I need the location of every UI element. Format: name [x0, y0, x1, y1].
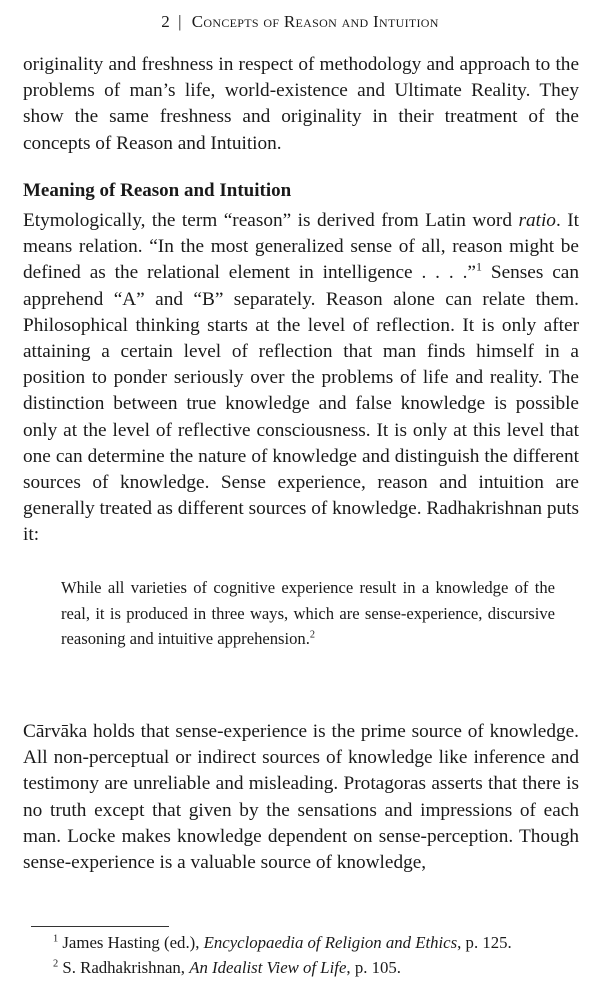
paragraph-text: Cārvāka holds that sense-experience is the prime source of knowledge. All non-perceptual or indirect sources of knowledge like inference and testimony are unreliable and misleading. Protagoras asserts that there is no truth except that given by the sensations and impressions of each man. Locke makes knowledge dependent on sense-perception. Though sense-experience is a valuable source of knowledge,: [23, 721, 579, 874]
paragraph-reason: [23, 208, 579, 549]
footnote-text: James Hasting (ed.),: [62, 933, 204, 952]
running-title: Concepts of Reason and Intuition: [191, 12, 439, 31]
footnotes: [53, 930, 583, 980]
header-separator: |: [178, 12, 182, 31]
block-quotation: [61, 575, 555, 652]
footnote-item: [53, 930, 583, 955]
paragraph-intro: [23, 52, 579, 157]
text-run: Senses can apprehend “A” and “B” separately. Reason alone can relate them. Philosophical thinking starts at the level of reflection. It is only after attaining a certain level of reflection that man finds himself in a position to ponder seriously over the problems of life and reality. The distinction between true knowledge and false knowledge is possible only at the level of reflective consciousness. It is only at this level that one can determine the nature of knowledge and distinguish the different sources of knowledge. Sense experience, reason and intuition are generally treated as different sources of knowledge. Radhakrishnan puts it:: [23, 262, 579, 546]
paragraph-carvaka: [23, 719, 579, 876]
paragraph-text: [23, 208, 579, 549]
footnote-marker: 2: [309, 629, 315, 641]
text-run: Etymologically, the term “reason” is derived from Latin word: [23, 210, 512, 231]
footnote-title: Encyclopaedia of Religion and Ethics: [203, 933, 458, 952]
quotation-text: While all varieties of cognitive experience result in a knowledge of the real, it is produced in three ways, which are sense-experience, discursive reasoning and intuitive apprehension.: [61, 578, 555, 649]
footnote-title: An Idealist View of Life: [189, 958, 347, 977]
footnote-text: S. Radhakrishnan,: [62, 958, 190, 977]
section-heading: Meaning of Reason and Intuition: [23, 180, 292, 201]
text-run: . It means relation. “In the most generalized sense of all, reason might be defined as the relational element in intelligence . . . .”: [23, 210, 579, 284]
footnote-page: , p. 105.: [346, 958, 401, 977]
page-number: 2: [161, 12, 171, 31]
footnote-number: 2: [53, 958, 59, 970]
footnote-page: , p. 125.: [457, 933, 512, 952]
running-header: [0, 12, 600, 32]
footnote-number: 1: [53, 933, 59, 945]
footnote-divider: [31, 926, 169, 927]
paragraph-text: originality and freshness in respect of methodology and approach to the problems of man’s life, world-existence and Ultimate Reality. They show the same freshness and originality in their treatment of the concepts of Reason and Intuition.: [23, 54, 579, 154]
italic-term: ratio: [518, 210, 556, 231]
footnote-item: [53, 955, 583, 980]
footnote-marker: 1: [475, 259, 482, 274]
